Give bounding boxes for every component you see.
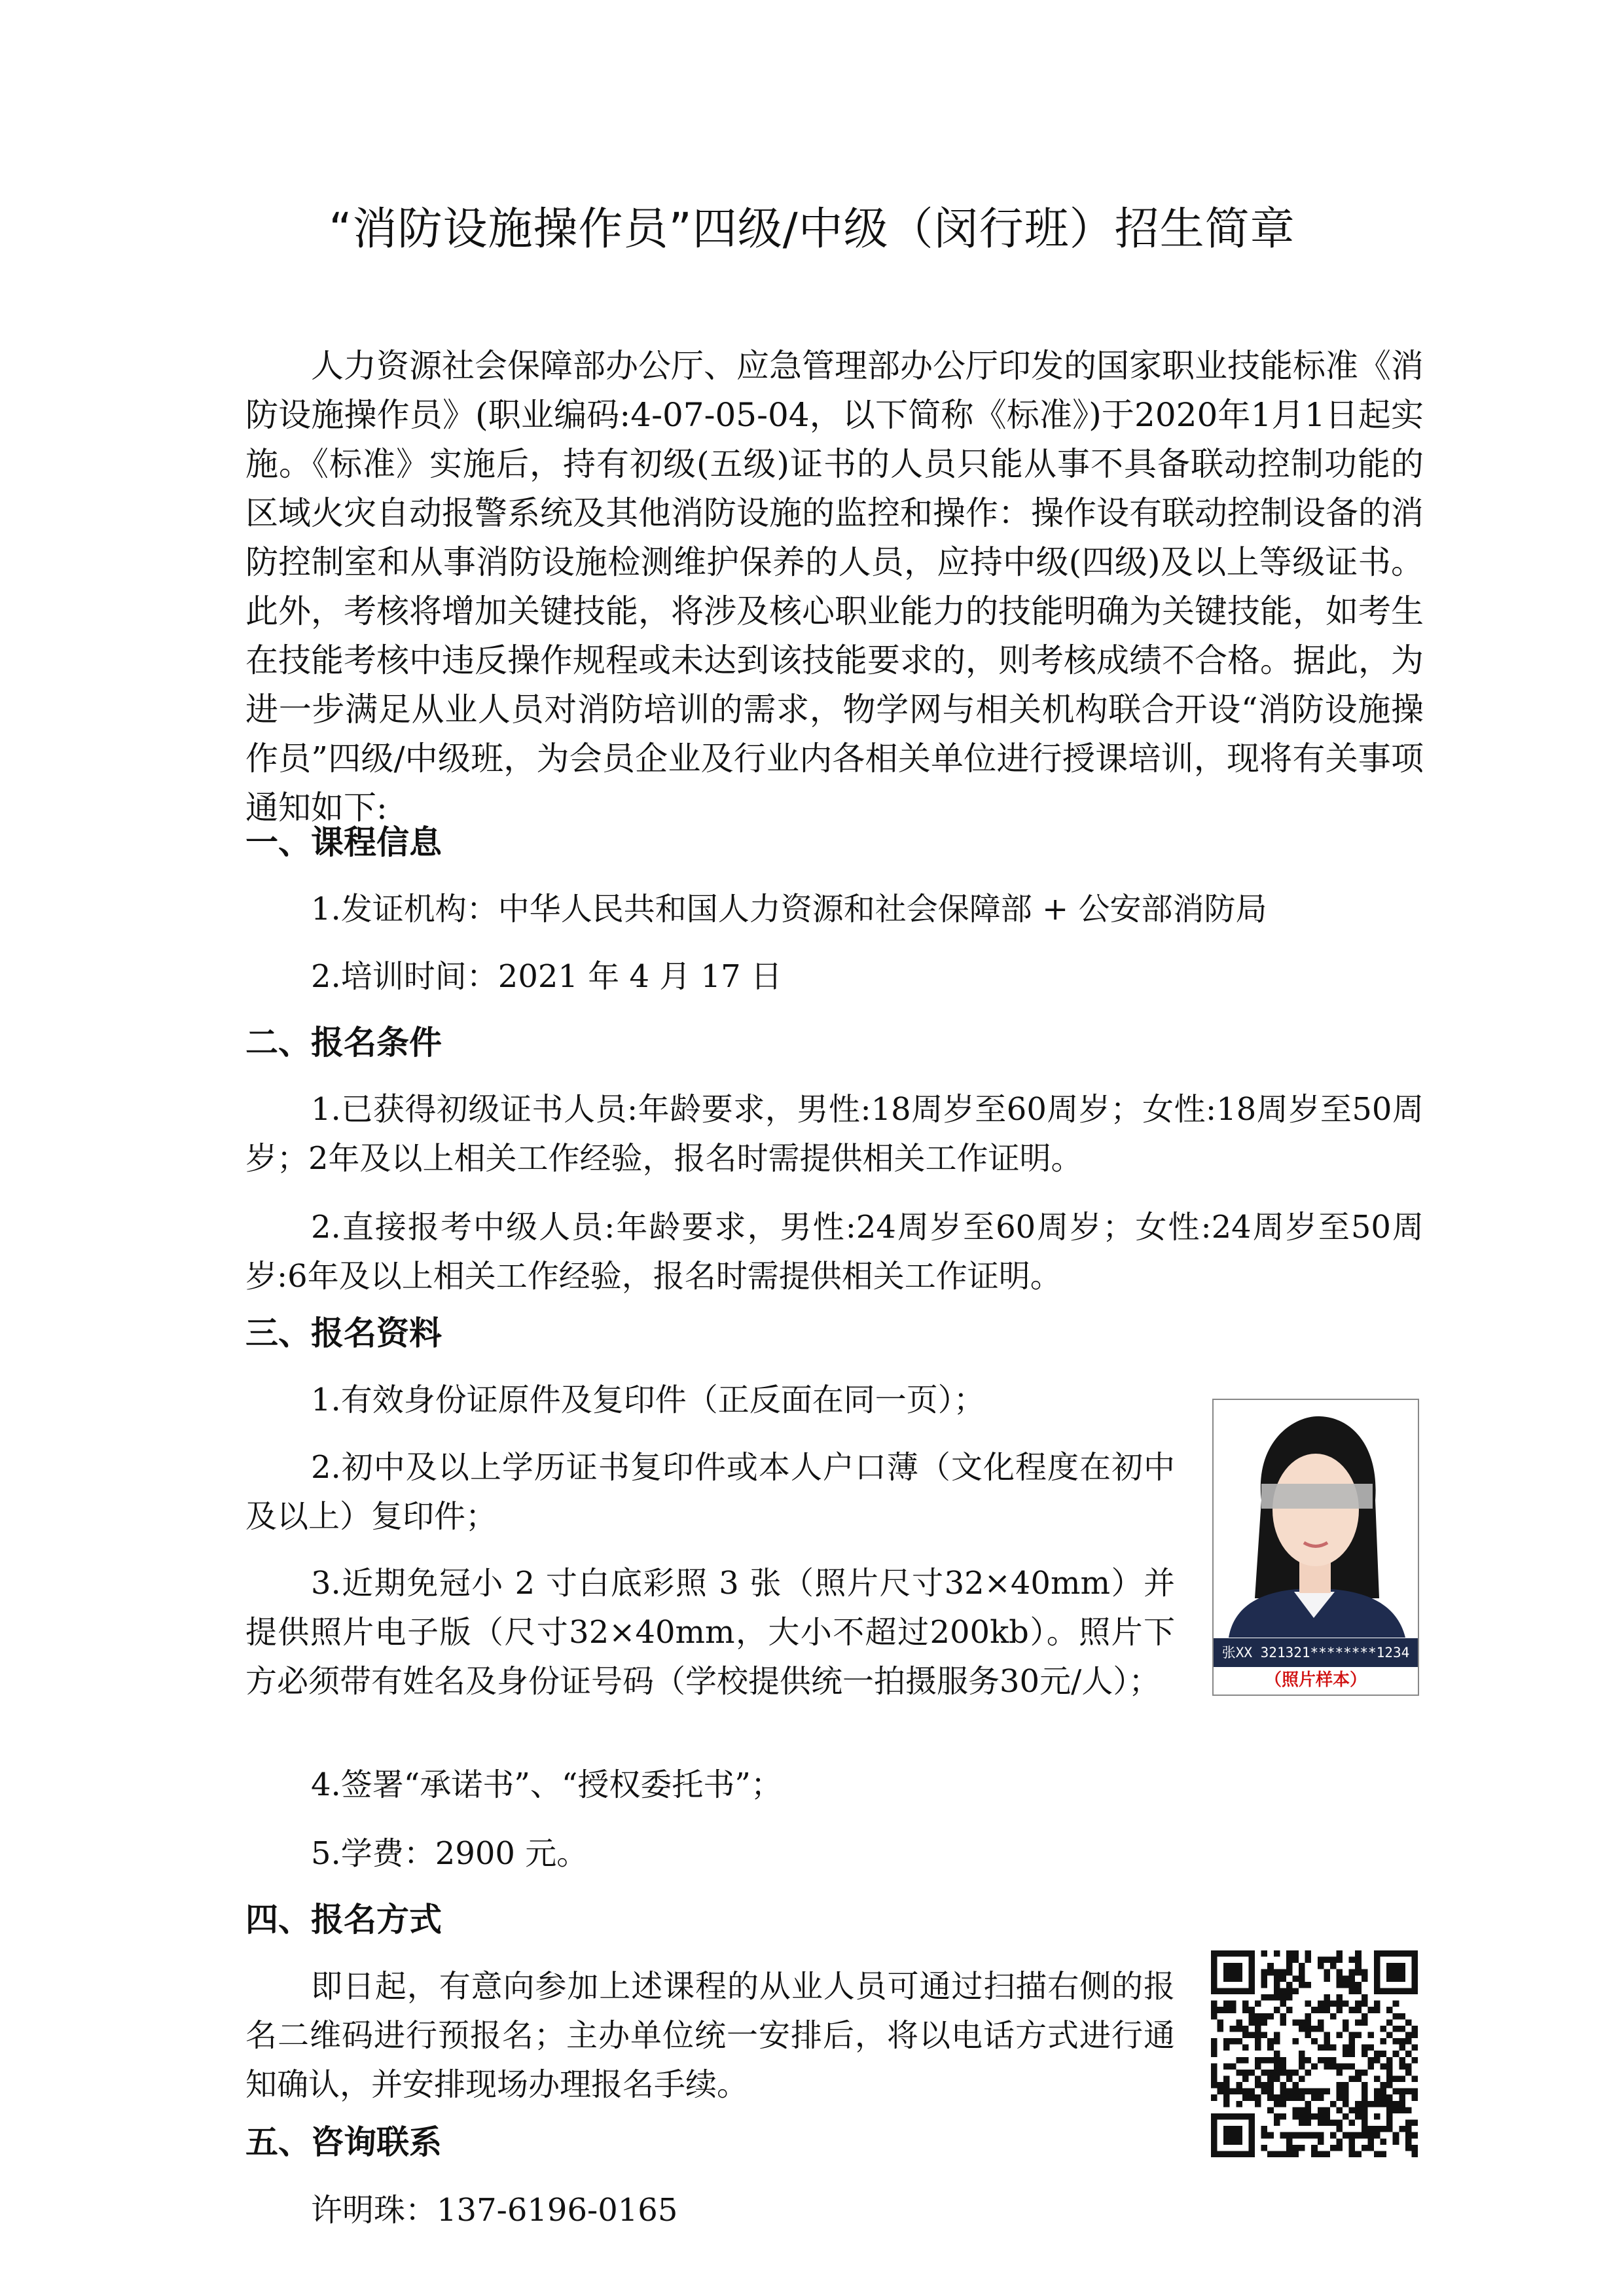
page-title: “消防设施操作员”四级/中级（闵行班）招生简章 [329, 204, 1295, 255]
material-item-fee: 5.学费：2900 元。 [311, 1835, 588, 1872]
course-item-issuer: 1.发证机构：中华人民共和国人力资源和社会保障部 + 公安部消防局 [311, 891, 1267, 927]
material-item-id: 1.有效身份证原件及复印件（正反面在同一页）； [311, 1382, 985, 1418]
id-photo-sample [1212, 1399, 1419, 1696]
condition-item-primary: 1.已获得初级证书人员:年龄要求，男性:18周岁至60周岁；女性:18周岁至50周岁；2年及以上相关工作经验，报名时需提供相关工作证明。 [245, 1091, 1424, 1177]
material-item-education: 2.初中及以上学历证书复印件或本人户口薄（文化程度在初中及以上）复印件； [245, 1449, 1175, 1535]
condition-item-direct: 2.直接报考中级人员:年龄要求，男性:24周岁至60周岁；女性:24周岁至50周岁:6年及以上相关工作经验，报名时需提供相关工作证明。 [245, 1209, 1424, 1295]
qr-code-icon[interactable] [1211, 1950, 1418, 2158]
section-heading-conditions: 二、报名条件 [245, 1024, 442, 1062]
contact-person: 许明珠：137-6196-0165 [311, 2192, 678, 2229]
section-heading-contact: 五、咨询联系 [245, 2123, 442, 2161]
section-heading-method: 四、报名方式 [245, 1901, 442, 1939]
photo-caption: 张XX 321321********1234 [1214, 1638, 1418, 1667]
course-item-date: 2.培训时间：2021 年 4 月 17 日 [311, 958, 782, 995]
section-heading-materials: 三、报名资料 [245, 1314, 442, 1352]
material-item-photo: 3.近期免冠小 2 寸白底彩照 3 张（照片尺寸32×40mm）并提供照片电子版（尺寸32×40mm，大小不超过200kb）。照片下方必须带有姓名及身份证号码（学校提供统一拍摄服务30元/人）； [245, 1565, 1175, 1700]
material-item-sign: 4.签署“承诺书”、“授权委托书”； [311, 1767, 782, 1803]
portrait-image [1216, 1402, 1416, 1638]
intro-paragraph: 人力资源社会保障部办公厅、应急管理部办公厅印发的国家职业技能标准《消防设施操作员》(职业编码:4-07-05-04，以下简称《标准》)于2020年1月1日起实施。《标准》实施后，持有初级(五级)证书的人员只能从事不具备联动控制功能的区域火灾自动报警系统及其他消防设施的监控和操作：操作设有联动控制设备的消防控制室和从事消防设施检测维护保养的人员，应持中级(四级)及以上等级证书。此外，考核将增加关键技能，将涉及核心职业能力的技能明确为关键技能，如考生在技能考核中违反操作规程或未达到该技能要求的，则考核成绩不合格。据此，为进一步满足从业人员对消防培训的需求，物学网与相关机构联合开设“消防设施操作员”四级/中级班，为会员企业及行业内各相关单位进行授课培训，现将有关事项通知如下: [245, 347, 1424, 827]
section-heading-course: 一、课程信息 [245, 823, 442, 861]
method-text: 即日起，有意向参加上述课程的从业人员可通过扫描右侧的报名二维码进行预报名；主办单位统一安排后，将以电话方式进行通知确认，并安排现场办理报名手续。 [245, 1968, 1175, 2103]
photo-sample-label: （照片样本） [1264, 1670, 1367, 1690]
